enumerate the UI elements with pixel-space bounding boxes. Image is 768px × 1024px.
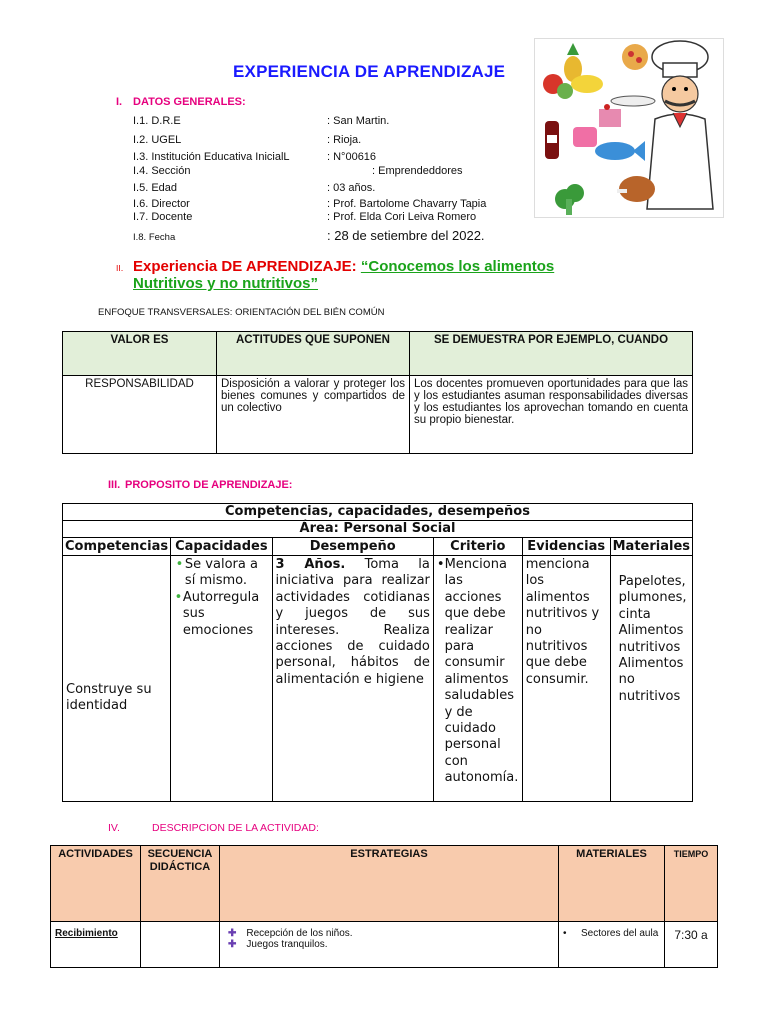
secuencia-header: SECUENCIA DIDÁCTICA bbox=[141, 846, 220, 922]
criterio-cell: • Menciona las acciones que debe realizar para consumir alimentos saludables y de cuidado personal con autonomía. bbox=[433, 556, 522, 802]
datos-value: : 03 años. bbox=[327, 182, 376, 194]
datos-label: I.8. Fecha bbox=[133, 232, 176, 243]
materiales-cell: • Sectores del aula bbox=[559, 922, 665, 968]
section-2-number: II. bbox=[116, 264, 124, 273]
demuestra-cell: Los docentes promueven oportunidades para que las y los estudiantes asuman responsabilidades diversas y los estudiantes los aprovechan tomando en cuenta su propio bienestar. bbox=[410, 376, 693, 454]
section-3-title: PROPOSITO DE APRENDIZAJE: bbox=[125, 479, 293, 491]
datos-value: : San Martin. bbox=[327, 115, 390, 127]
actitud-cell: Disposición a valorar y proteger los bienes comunes y compartidos de un colectivo bbox=[217, 376, 410, 454]
datos-label: I.1. D.R.E bbox=[133, 115, 181, 127]
actividades-header: ACTIVIDADES bbox=[51, 846, 141, 922]
capacidades-cell bbox=[171, 556, 272, 802]
list-item: • Se valora a sí mismo. bbox=[175, 557, 258, 589]
list-item: • Autorregula sus emociones bbox=[174, 589, 260, 638]
desempeno-cell: 3 Años. Toma la iniciativa para realizar actividades cotidianas y juegos de sus intereses. Realiza acciones de cuidado personal, hábitos de alimentación e higiene bbox=[272, 556, 433, 802]
experiencia-title bbox=[133, 258, 554, 292]
demuestra-header: SE DEMUESTRA POR EJEMPLO, CUANDO bbox=[410, 332, 693, 376]
datos-value: : Emprendeddores bbox=[372, 165, 463, 177]
datos-value: : N°00616 bbox=[327, 151, 377, 163]
datos-label: I.7. Docente bbox=[133, 211, 193, 223]
secuencia-cell bbox=[141, 922, 220, 968]
list-item: ✚ Juegos tranquilos. bbox=[228, 939, 328, 950]
section-3-number: III. bbox=[108, 479, 121, 491]
section-4-title: DESCRIPCION DE LA ACTIVIDAD: bbox=[152, 822, 319, 834]
competencias-header: Competencias bbox=[63, 538, 171, 556]
table-row bbox=[63, 556, 693, 802]
materiales-header: MATERIALES bbox=[559, 846, 665, 922]
area-label: Área: Personal Social bbox=[63, 521, 693, 538]
experiencia-name-line1: “Conocemos los alimentos bbox=[360, 258, 555, 275]
datos-label: I.2. UGEL bbox=[133, 134, 182, 146]
actitudes-header: ACTITUDES QUE SUPONEN bbox=[217, 332, 410, 376]
datos-value: : Prof. Bartolome Chavarry Tapia bbox=[327, 198, 487, 210]
fecha-value: : 28 de setiembre del 2022. bbox=[327, 228, 485, 243]
competencias-title: Competencias, capacidades, desempeños bbox=[63, 504, 693, 521]
actividad-table bbox=[50, 845, 718, 968]
actividad-cell: Recibimiento bbox=[51, 922, 141, 968]
enfoque-transversal: ENFOQUE TRANSVERSALES: ORIENTACIÓN DEL BIÉN COMÚN bbox=[98, 307, 385, 318]
criterio-header: Criterio bbox=[433, 538, 522, 556]
desempeno-header: Desempeño bbox=[272, 538, 433, 556]
page-title: EXPERIENCIA DE APRENDIZAJE bbox=[233, 62, 506, 81]
datos-value: : Prof. Elda Cori Leiva Romero bbox=[327, 211, 477, 223]
table-row bbox=[63, 376, 693, 454]
plus-bullet-icon: ✚ bbox=[228, 939, 237, 950]
section-1-number: I. bbox=[116, 96, 123, 108]
datos-label: I.3. Institución Educativa InicialL bbox=[133, 151, 290, 163]
evidencias-header: Evidencias bbox=[522, 538, 610, 556]
plus-bullet-icon: ✚ bbox=[228, 928, 237, 939]
datos-label: I.4. Sección bbox=[133, 165, 191, 177]
materiales-cell: Papelotes, plumones, cinta Alimentos nutritivos Alimentos no nutritivos bbox=[610, 556, 692, 802]
tiempo-cell: 7:30 a bbox=[665, 922, 718, 968]
tiempo-header: TIEMPO bbox=[665, 846, 718, 922]
competencias-table bbox=[62, 503, 693, 802]
evidencias-cell: menciona los alimentos nutritivos y no nutritivos que debe consumir. bbox=[522, 556, 610, 802]
chef-illustration bbox=[534, 38, 724, 218]
valores-table bbox=[62, 331, 693, 454]
experiencia-name-line2: Nutritivos y no nutritivos” bbox=[133, 275, 319, 292]
estrategias-cell bbox=[220, 922, 559, 968]
datos-label: I.5. Edad bbox=[133, 182, 178, 194]
datos-label: I.6. Director bbox=[133, 198, 190, 210]
datos-value: : Rioja. bbox=[327, 134, 362, 146]
capacidades-header: Capacidades bbox=[171, 538, 272, 556]
valor-cell: RESPONSABILIDAD bbox=[63, 376, 217, 454]
section-1-title: DATOS GENERALES: bbox=[133, 96, 246, 108]
section-4-number: IV. bbox=[108, 822, 120, 834]
valores-header: VALOR ES bbox=[63, 332, 217, 376]
list-item: ✚ Recepción de los niños. bbox=[228, 928, 353, 939]
materiales-header: Materiales bbox=[610, 538, 692, 556]
competencia-cell: Construye su identidad bbox=[63, 556, 171, 802]
table-row bbox=[51, 922, 718, 968]
experiencia-prefix: Experiencia DE APRENDIZAJE: bbox=[133, 258, 357, 275]
estrategias-header: ESTRATEGIAS bbox=[220, 846, 559, 922]
